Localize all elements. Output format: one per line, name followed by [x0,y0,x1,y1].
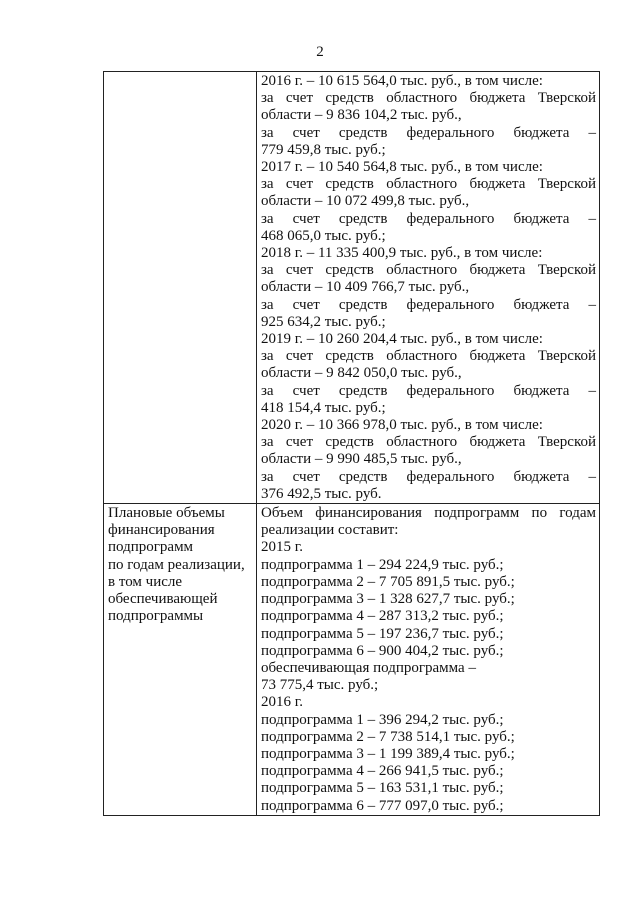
label-line: финансирования [108,522,215,539]
passport-table [103,71,600,816]
text-line: подпрограмма 3 – 1 199 389,4 тыс. руб.; [261,745,515,762]
text-line: области – 10 072 499,8 тыс. руб., [261,193,470,210]
text-line: подпрограмма 6 – 777 097,0 тыс. руб.; [261,797,504,814]
text-line: 2018 г. – 11 335 400,9 тыс. руб., в том числе: [261,245,543,262]
text-line: за счет средств областного бюджета Тверской [261,434,596,451]
text-line: обеспечивающая подпрограмма – [261,659,476,676]
row2-right-cell [257,504,600,816]
text-line: области – 9 990 485,5 тыс. руб., [261,451,462,468]
text-line: 2016 г. [261,694,303,711]
label-line: Плановые объемы [108,505,225,522]
row1-left-cell [104,72,257,504]
row1-right-cell [257,72,600,504]
text-line: области – 9 842 050,0 тыс. руб., [261,365,462,382]
text-line: 2015 г. [261,539,303,556]
text-line: области – 9 836 104,2 тыс. руб., [261,107,462,124]
text-line: подпрограмма 1 – 396 294,2 тыс. руб.; [261,711,504,728]
text-line: за счет средств федерального бюджета – [261,210,596,227]
text-line: за счет средств областного бюджета Тверской [261,262,596,279]
text-line: подпрограмма 1 – 294 224,9 тыс. руб.; [261,556,504,573]
text-line: за счет средств областного бюджета Тверской [261,90,596,107]
text-line: подпрограмма 3 – 1 328 627,7 тыс. руб.; [261,591,515,608]
text-line: 2017 г. – 10 540 564,8 тыс. руб., в том числе: [261,159,543,176]
row2-left-cell [104,504,257,816]
text-line: за счет средств федерального бюджета – [261,468,596,485]
text-line: 2019 г. – 10 260 204,4 тыс. руб., в том числе: [261,331,543,348]
text-line: за счет средств федерального бюджета – [261,382,596,399]
table-row-funding-by-year [104,72,600,504]
text-line: 925 634,2 тыс. руб.; [261,313,386,330]
text-line: 468 065,0 тыс. руб.; [261,227,386,244]
text-line: 2016 г. – 10 615 564,0 тыс. руб., в том числе: [261,73,543,89]
text-line: за счет средств федерального бюджета – [261,296,596,313]
page-number: 2 [316,44,324,60]
text-line: 418 154,4 тыс. руб.; [261,399,386,416]
text-line: Объем финансирования подпрограмм по годам [261,505,596,522]
label-line: по годам реализации, [108,556,245,573]
text-line: подпрограмма 5 – 163 531,1 тыс. руб.; [261,780,504,797]
text-line: за счет средств федерального бюджета – [261,124,596,141]
text-line: за счет средств областного бюджета Тверской [261,176,596,193]
text-line: подпрограмма 5 – 197 236,7 тыс. руб.; [261,625,504,642]
text-line: 73 775,4 тыс. руб.; [261,677,379,694]
text-line: за счет средств областного бюджета Тверской [261,348,596,365]
text-line: подпрограмма 4 – 287 313,2 тыс. руб.; [261,608,504,625]
label-line: обеспечивающей [108,591,218,608]
label-line: подпрограмм [108,539,194,556]
text-line: подпрограмма 2 – 7 705 891,5 тыс. руб.; [261,573,515,590]
text-line: 376 492,5 тыс. руб. [261,485,382,502]
label-line: в том числе [108,573,183,590]
text-line: области – 10 409 766,7 тыс. руб., [261,279,470,296]
table-row-subprogram-funding [104,504,600,816]
text-line: подпрограмма 4 – 266 941,5 тыс. руб.; [261,763,504,780]
text-line: 2020 г. – 10 366 978,0 тыс. руб., в том числе: [261,417,543,434]
text-line: реализации составит: [261,522,399,539]
label-line: подпрограммы [108,608,204,625]
text-line: подпрограмма 6 – 900 404,2 тыс. руб.; [261,642,504,659]
text-line: подпрограмма 2 – 7 738 514,1 тыс. руб.; [261,728,515,745]
text-line: 779 459,8 тыс. руб.; [261,141,386,158]
